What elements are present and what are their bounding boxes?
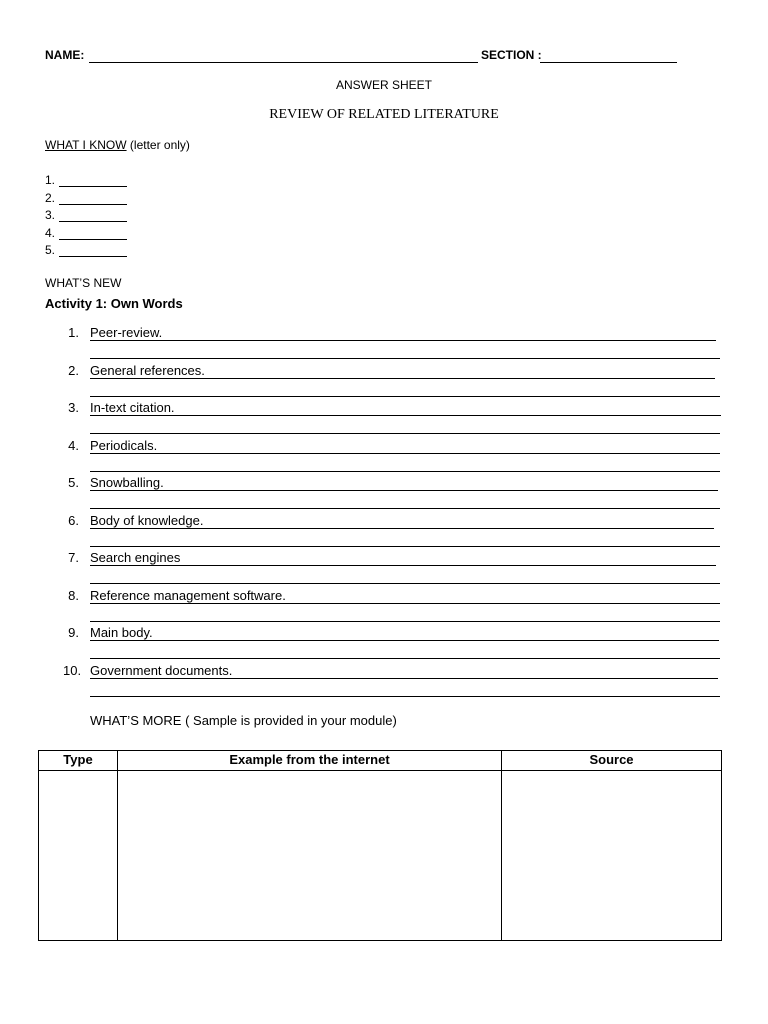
item-number: 3.	[68, 400, 79, 415]
what-i-know-answer-line[interactable]	[59, 239, 127, 240]
item-number: 5.	[68, 475, 79, 490]
what-i-know-answer-line[interactable]	[59, 186, 127, 187]
answer-line-continued[interactable]	[90, 358, 720, 359]
what-i-know-number: 1.	[45, 173, 56, 187]
answer-line[interactable]	[90, 453, 720, 454]
item-label: Snowballing.	[90, 475, 164, 490]
item-label: Government documents.	[90, 662, 233, 678]
answer-line-continued[interactable]	[90, 583, 720, 584]
what-i-know-number: 5.	[45, 243, 56, 257]
item-label: Search engines	[90, 550, 181, 565]
item-label: Periodicals.	[90, 437, 158, 453]
name-label: NAME:	[45, 48, 85, 62]
item-label: In-text citation.	[90, 400, 175, 415]
item-label: Peer-review.	[90, 325, 163, 340]
what-i-know-note: (letter only)	[129, 138, 190, 152]
item-number: 6.	[68, 512, 79, 528]
item-label: General references.	[90, 362, 205, 378]
section-field[interactable]	[540, 62, 677, 63]
item-label: Reference management software.	[90, 587, 286, 603]
page-subtitle: REVIEW OF RELATED LITERATURE	[269, 107, 499, 122]
what-i-know-number: 4.	[45, 225, 56, 240]
answer-line[interactable]	[90, 640, 719, 641]
answer-line[interactable]	[90, 678, 718, 679]
answer-line-continued[interactable]	[90, 396, 720, 397]
answer-line[interactable]	[90, 603, 720, 604]
whats-new-heading: WHAT’S NEW	[45, 276, 122, 290]
item-number: 8.	[68, 587, 79, 603]
answer-line[interactable]	[90, 415, 721, 416]
table-header-source: Source	[501, 750, 722, 771]
item-label: Body of knowledge.	[90, 512, 204, 528]
name-field[interactable]	[89, 62, 478, 63]
table-cell-source[interactable]	[501, 770, 722, 941]
answer-line-continued[interactable]	[90, 471, 720, 472]
answer-line-continued[interactable]	[90, 658, 720, 659]
answer-line[interactable]	[90, 528, 714, 529]
activity-title: Activity 1: Own Words	[45, 296, 183, 311]
answer-line[interactable]	[90, 340, 716, 341]
item-number: 9.	[68, 625, 79, 640]
what-i-know-answer-line[interactable]	[59, 221, 127, 222]
table-header-example: Example from the internet	[117, 750, 502, 771]
whats-more-heading: WHAT’S MORE ( Sample is provided in your module)	[90, 713, 397, 728]
what-i-know-answer-line[interactable]	[59, 256, 127, 257]
section-label: SECTION :	[481, 48, 542, 62]
item-number: 2.	[68, 362, 79, 378]
what-i-know-number: 3.	[45, 208, 56, 222]
answer-line[interactable]	[90, 565, 716, 566]
item-number: 7.	[68, 550, 79, 565]
what-i-know-heading	[45, 138, 190, 152]
answer-line-continued[interactable]	[90, 546, 720, 547]
table-cell-example[interactable]	[117, 770, 502, 941]
answer-line-continued[interactable]	[90, 433, 720, 434]
answer-line-continued[interactable]	[90, 621, 720, 622]
table-cell-type[interactable]	[38, 770, 118, 941]
answer-line-continued[interactable]	[90, 696, 720, 697]
what-i-know-answer-line[interactable]	[59, 204, 127, 205]
what-i-know-number: 2.	[45, 190, 56, 205]
page-title: ANSWER SHEET	[335, 78, 432, 92]
answer-line-continued[interactable]	[90, 508, 720, 509]
table-header-type: Type	[38, 750, 118, 771]
item-label: Main body.	[90, 625, 153, 640]
what-i-know-title: WHAT I KNOW	[45, 138, 127, 152]
item-number: 10.	[63, 662, 82, 678]
item-number: 1.	[68, 325, 79, 340]
answer-line[interactable]	[90, 490, 718, 491]
answer-line[interactable]	[90, 378, 715, 379]
item-number: 4.	[68, 437, 79, 453]
